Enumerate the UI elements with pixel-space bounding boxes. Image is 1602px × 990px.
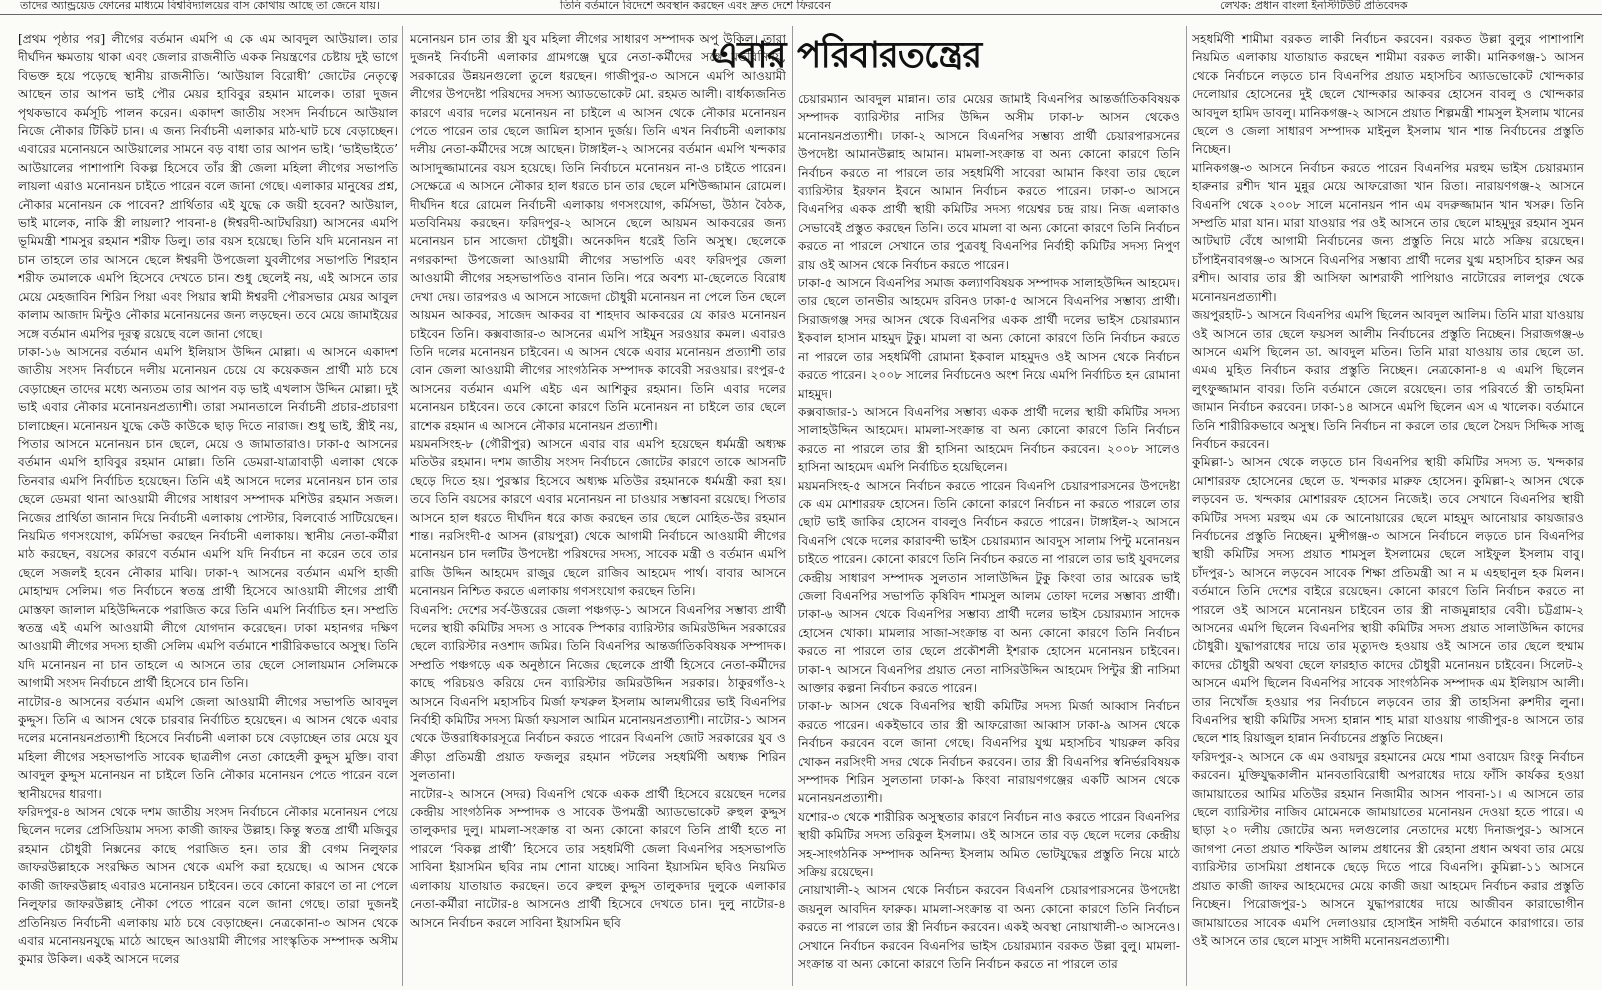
paragraph: যশোর-৩ থেকে শারীরিক অসুস্থতার কারণে নির্বাচন নাও করতে পারেন বিএনপির স্থায়ী কমিটির সদস্য তরিকুল ইসলাম। ওই আসনে তার বড় ছেলে দলের কেন্দ্রীয় সহ-সাংগঠনিক সম্পাদক অনিন্দ্য ইসলাম অমিত ভোটযুদ্ধের প্রস্তুতি নিয়ে মাঠে সক্রিয় রয়েছেন। [798,809,1180,880]
column-divider [402,26,403,986]
column-divider [792,26,793,986]
article-column-1 [18,30,398,980]
strip-text-middle: তিনি বর্তমানে বিদেশে অবস্থান করছেন এবং দ্রুত দেশে ফিরবেন [560,0,831,12]
paragraph: মানিকগঞ্জ-৩ আসনে নির্বাচন করতে পারেন বিএনপির মরহুম ভাইস চেয়ারম্যান হারুনার রশীদ খান মুন্নুর মেয়ে আফরোজা খান রিতা। নারায়ণগঞ্জ-২ আসনে বিএনপি থেকে ২০০৮ সালে মনোনয়ন পান এম বদরুজ্জামান খান খসরু। তিনি সম্প্রতি মারা যান। মারা যাওয়ার পর ওই আসনে তার ছেলে মাহমুদুর রহমান সুমন আটঘাট বেঁধে আগামী নির্বাচনের জন্য প্রস্তুতি নিয়ে মাঠে সক্রিয় রয়েছেন। চাঁপাইনবাবগঞ্জ-৩ আসনে বিএনপির সম্ভাব্য প্রার্থী দলের যুগ্ম মহাসচিব হারুন অর রশীদ। আবার তার স্ত্রী আসিফা আশরাফী পাপিয়াও নাটোরের লালপুর থেকে মনোনয়নপ্রত্যাশী। [1192,160,1584,304]
strip-text-left: তাদের অ্যান্ড্রয়েড ফোনের মাধ্যমে বিশ্ববিদ্যালয়ের বাস কোথায় আছে তা জেনে যায়। [20,0,380,12]
paragraph: ঢাকা-১৬ আসনের বর্তমান এমপি ইলিয়াস উদ্দিন মোল্লা। এ আসনে একাদশ জাতীয় সংসদ নির্বাচনে দলীয় মনোনয়ন চেয়ে যে কয়েকজন প্রার্থী মাঠ চষে বেড়াচ্ছেন তাদের মধ্যে অন্যতম তার আপন বড় ভাই এখলাস উদ্দিন মোল্লা। দুই ভাই এবার নৌকার মনোনয়নপ্রত্যাশী। তারা সমানতালে নির্বাচনী প্রচার-প্রচারণা চালাচ্ছেন। মনোনয়ন যুদ্ধে কেউ কাউকে ছাড় দিতে নারাজ। শুধু ভাই, স্ত্রীই নয়, পিতার আসনে মনোনয়ন চান ছেলে, মেয়ে ও জামাতারাও। ঢাকা-৫ আসনের বর্তমান এমপি হাবিবুর রহমান মোল্লা। তিনি ডেমরা-যাত্রাবাড়ী এলাকা থেকে তিনবার এমপি নির্বাচিত হয়েছেন। তিনি এই আসনে দলের মনোনয়ন চান তার ছেলে ডেমরা থানা আওয়ামী লীগের সাধারণ সম্পাদক মশিউর রহমান সজল। নিজের প্রার্থিতা জানান দিয়ে নির্বাচনী এলাকায় পোস্টার, বিলবোর্ড সাটিয়েছেন। নিয়মিত গণসংযোগ, কর্মিসভা করছেন নির্বাচনী এলাকায়। স্থানীয় নেতা-কর্মীরা মাঠ করছেন, বয়সের কারণে বর্তমান এমপি যদি নির্বাচন না করেন তবে তার ছেলে সজলই হবেন নৌকার মাঝি। ঢাকা-৭ আসনের বর্তমান এমপি হাজী মোহাম্মদ সেলিম। গত নির্বাচনে স্বতন্ত্র প্রার্থী হিসেবে আওয়ামী লীগের প্রার্থী মোস্তফা জালাল মহিউদ্দিনকে পরাজিত করে তিনি এমপি নির্বাচিত হন। সম্প্রতি স্বতন্ত্র এই এমপি আওয়ামী লীগে যোগদান করেছেন। ঢাকা মহানগর দক্ষিণ আওয়ামী লীগের সদস্য হাজী সেলিম এমপি বর্তমানে শারীরিকভাবে অসুস্থ। তিনি যদি মনোনয়ন না চান তাহলে এ আসনে তার ছেলে সোলায়মান সেলিমকে আগামী সংসদ নির্বাচনে প্রার্থী হিসেবে চান তিনি। [18,344,398,691]
paragraph: মনোনয়ন চান তার স্ত্রী যুব মহিলা লীগের সাধারণ সম্পাদক অপু উকিল। তারা দুজনই নির্বাচনী এলাকার গ্রামগঞ্জে ঘুরে নেতা-কর্মীদের সঙ্গে মতবিনিময়, সরকারের উন্নয়নগুলো তুলে ধরছেন। গাজীপুর-৩ আসনে এমপি আওয়ামী লীগের উপদেষ্টা পরিষদের সদস্য অ্যাডভোকেট মো. রহমত আলী। বার্ধক্যজনিত কারণে এবার দলের মনোনয়ন না চাইলে এ আসন থেকে নৌকার মনোনয়ন পেতে পারেন তার ছেলে জামিল হাসান দুর্জয়। তিনি এখন নির্বাচনী এলাকায় দলীয় নেতা-কর্মীদের সঙ্গে আছেন। টাঙ্গাইল-২ আসনের বর্তমান এমপি খন্দকার আসাদুজ্জামানের বয়স হয়েছে। তিনি নির্বাচনে মনোনয়ন না-ও চাইতে পারেন। সেক্ষেত্রে এ আসনে নৌকার হাল ধরতে চান তার ছেলে মশিউজ্জামান রোমেল। দীর্ঘদিন ধরে রোমেল নির্বাচনী এলাকায় গণসংযোগ, কর্মিসভা, উঠান বৈঠক, মতবিনিময় করছেন। ফরিদপুর-২ আসনে ছেলে আয়মন আকবরের জন্য মনোনয়ন চান সাজেদা চৌধুরী। অনেকদিন ধরেই তিনি অসুস্থ। ছেলেকে নগরকান্দা উপজেলা আওয়ামী লীগের সভাপতি এবং ফরিদপুর জেলা আওয়ামী লীগের সহসভাপতিও বানান তিনি। পরে অবশ্য মা-ছেলেতে বিরোধ দেখা দেয়। তারপরও এ আসনে সাজেদা চৌধুরী মনোনয়ন না পেলে তিন ছেলে আয়মন আকবর, সাজেদ আকবর বা শাহদাব আকবরের যে কারও মনোনয়ন চাইবেন তিনি। কক্সবাজার-৩ আসনের এমপি সাইমুন সরওয়ার কমল। এবারও তিনি দলের মনোনয়ন চাইবেন। এ আসন থেকে এবার মনোনয়ন প্রত্যাশী তার বোন জেলা আওয়ামী লীগের সাংগঠনিক সম্পাদক কাবেরী সরওয়ার। রংপুর-৫ আসনের বর্তমান এমপি এইচ এন আশিকুর রহমান। তিনি এবার দলের মনোনয়ন চাইবেন। তবে কোনো কারণে তিনি মনোনয়ন না চাইলে তার ছেলে রাশেক রহমান এ আসনে নৌকার মনোনয়ন প্রত্যাশী। [410,32,786,433]
paragraph: ঢাকা-৫ আসনে বিএনপির সমাজ কল্যাণবিষয়ক সম্পাদক সালাহউদ্দিন আহমেদ। তার ছেলে তানভীর আহমেদ রবিনও ঢাকা-৫ আসনে বিএনপির সম্ভাব্য প্রার্থী। সিরাজগঞ্জ সদর আসন থেকে বিএনপির একক প্রার্থী দলের ভাইস চেয়ারম্যান ইকবাল হাসান মাহমুদ টুকু। মামলা বা অন্য কোনো কারণে তিনি নির্বাচন করতে না পারলে তার সহধর্মিণী রোমানা ইকবাল মাহমুদও ওই আসন থেকে নির্বাচন করতে পারেন। ২০০৮ সালের নির্বাচনেও অংশ নিয়ে এমপি নির্বাচিত হন রোমানা মাহমুদ। [798,276,1180,401]
paragraph: ফরিদপুর-২ আসনে কে এম ওবায়দুর রহমানের মেয়ে শামা ওবায়েদ রিংকু নির্বাচন করবেন। মুক্তিযুদ্ধকালীন মানবতাবিরোধী অপরাধের দায়ে ফাঁসি কার্যকর হওয়া জামায়াতের আমির মতিউর রহমান নিজামীর আসন পাবনা-১। এ আসনে তার ছেলে ব্যারিস্টার নাজিব মোমেনকে জামায়াতের মনোনয়ন দেওয়া হতে পারে। এ ছাড়া ২০ দলীয় জোটের অন্য দলগুলোর নেতাদের মধ্যে দিনাজপুর-১ আসনে জাগপা নেতা প্রয়াত শফিউল আলম প্রধানের স্ত্রী রেহানা প্রধান অথবা তার মেয়ে ব্যারিস্টার তাসমিয়া প্রধানকে ছেড়ে দিতে পারে বিএনপি। কুমিল্লা-১১ আসনে প্রয়াত কাজী জাফর আহমেদের মেয়ে কাজী জয়া আহমেদ নির্বাচন করার প্রস্তুতি নিচ্ছেন। পিরোজপুর-১ আসনে যুদ্ধাপরাধের দায়ে আজীবন কারাভোগীন জামায়াতের সাবেক এমপি দেলাওয়ার হোসাইন সাঈদী বর্তমানে কারাগারে। তার ওই আসনে তার ছেলে মাসুদ সাঈদী মনোনয়নপ্রত্যাশী। [1192,749,1584,948]
article-column-3 [798,90,1180,980]
strip-text-right: লেখক: প্রধান বাংলা ইনস্টিটিউট প্রতিবেদক [1220,0,1408,12]
paragraph: জয়পুরহাট-১ আসনে বিএনপির এমপি ছিলেন আবদুল আলিম। তিনি মারা যাওয়ায় ওই আসনে তার ছেলে ফয়সল আলীম নির্বাচনের প্রস্তুতি নিচ্ছেন। সিরাজগঞ্জ-৬ আসনে এমপি ছিলেন ডা. আবদুল মতিন। তিনি মারা যাওয়ায় তার ছেলে ডা. এমএ মুহিত নির্বাচন করার প্রস্তুতি নিচ্ছেন। নেত্রকোনা-৪ এ এমপি ছিলেন লুৎফুজ্জামান বাবর। তিনি বর্তমানে জেলে রয়েছেন। তার পরিবর্তে স্ত্রী তাহমিনা জামান নির্বাচন করবেন। ঢাকা-১৪ আসনে এমপি ছিলেন এস এ খালেক। বর্তমানে তিনি শারীরিকভাবে অসুস্থ। তিনি নির্বাচন না করলে তার ছেলে সৈয়দ সিদ্দিক সাজু নির্বাচন করবেন। [1192,308,1584,451]
paragraph: কুমিল্লা-১ আসন থেকে লড়তে চান বিএনপির স্থায়ী কমিটির সদস্য ড. খন্দকার মোশাররফ হোসেনের ছেলে ড. খন্দকার মারুফ হোসেন। কুমিল্লা-২ আসন থেকে লড়বেন ড. খন্দকার মোশাররফ হোসেন নিজেই। তবে সেখানে বিএনপির স্থায়ী কমিটির সদস্য মরহুম এম কে আনোয়ারের ছেলে মাহমুদ আনোয়ার কায়জারও নির্বাচনের প্রস্তুতি নিচ্ছেন। মুন্সীগঞ্জ-৩ আসনে নির্বাচনে লড়তে চান বিএনপির স্থায়ী কমিটির সদস্য প্রয়াত শামসুল ইসলামের ছেলে সাইফুল ইসলাম বাবু। চাঁদপুর-১ আসনে লড়বেন সাবেক শিক্ষা প্রতিমন্ত্রী আ ন ম এহছানুল হক মিলন। বর্তমানে তিনি দেশের বাইরে রয়েছেন। কোনো কারণে তিনি নির্বাচন করতে না পারলে ওই আসনে মনোনয়ন চাইবেন তার স্ত্রী নাজমুন্নাহার বেবী। চট্টগ্রাম-২ আসনের এমপি ছিলেন বিএনপির স্থায়ী কমিটির সদস্য প্রয়াত সালাউদ্দিন কাদের চৌধুরী। যুদ্ধাপরাধের দায়ে তার মৃত্যুদণ্ড হওয়ায় ওই আসনে তার ছেলে হুম্মাম কাদের চৌধুরী অথবা ছেলে ফারহাত কাদের চৌধুরী মনোনয়ন চাইবেন। সিলেট-২ আসনে এমপি ছিলেন বিএনপির সাবেক সাংগঠনিক সম্পাদক এম ইলিয়াস আলী। তার নিখোঁজ হওয়ার পর নির্বাচনে লড়বেন তার স্ত্রী তাহসিনা রুশদীর লুনা। বিএনপির স্থায়ী কমিটির সদস্য হান্নান শাহ মারা যাওয়ায় গাজীপুর-৪ আসনে তার ছেলে শাহ রিয়াজুল হান্নান নির্বাচনের প্রস্তুতি নিচ্ছেন। [1192,455,1584,746]
column-divider [1186,26,1187,986]
previous-article-strip [0,0,1602,15]
article-column-2 [410,30,786,980]
paragraph: নাটোর-৪ আসনের বর্তমান এমপি জেলা আওয়ামী লীগের সভাপতি আবদুল কুদ্দুস। তিনি এ আসন থেকে চারবার নির্বাচিত হয়েছেন। এ আসন থেকে এবার দলের মনোনয়নপ্রত্যাশী হিসেবে নির্বাচনী এলাকা চষে বেড়াচ্ছেন তার মেয়ে যুব মহিলা লীগের সহসভাপতি সাবেক ছাত্রলীগ নেতা কোহেলী কুদ্দুস মুক্তি। বাবা আবদুল কুদ্দুস মনোনয়ন না চাইলে তিনি নৌকার মনোনয়ন পেতে পারেন বলে স্থানীয়দের ধারণা। [18,694,398,801]
paragraph: সহধর্মিণী শামীমা বরকত লাকী নির্বাচন করবেন। বরকত উল্লা বুলুর পাশাপাশি নিয়মিত এলাকায় যাতায়াত করছেন শামীমা বরকত লাকী। মানিকগঞ্জ-১ আসন থেকে নির্বাচনে লড়তে চান বিএনপির প্রয়াত মহাসচিব অ্যাডভোকেট খোন্দকার দেলোয়ার হোসেনের দুই ছেলে খোন্দকার আকবর হোসেন বাবলু ও খোন্দকার আবদুল হামিদ ডাবলু। মানিকগঞ্জ-২ আসনে প্রয়াত শিল্পমন্ত্রী শামসুল ইসলাম খানের ছেলে ও জেলা সাধারণ সম্পাদক মাইনুল ইসলাম খান শান্ত নির্বাচনের প্রস্তুতি নিচ্ছেন। [1192,32,1584,157]
paragraph: ময়মনসিংহ-৫ আসনে নির্বাচন করতে পারেন বিএনপি চেয়ারপারসনের উপদেষ্টা কে এম মোশাররফ হোসেন। তিনি কোনো কারণে নির্বাচন না করতে পারলে তার ছোট ভাই জাকির হোসেন বাবলুও নির্বাচন করতে পারেন। টাঙ্গাইল-২ আসনে বিএনপি থেকে দলের কারাবন্দী ভাইস চেয়ারম্যান আবদুস সালাম পিন্টু মনোনয়ন চাইতে পারেন। কোনো কারণে তিনি নির্বাচন করতে না পারলে তার ভাই যুবদলের কেন্দ্রীয় সাধারণ সম্পাদক সুলতান সালাউদ্দিন টুকু কিংবা তার আরেক ভাই জেলা বিএনপির সভাপতি কৃষিবিদ শামসুল আলম তোফা দলের সম্ভাব্য প্রার্থী। ঢাকা-৬ আসন থেকে বিএনপির সম্ভাব্য প্রার্থী দলের ভাইস চেয়ারম্যান সাদেক হোসেন খোকা। মামলার সাজা-সংক্রান্ত বা অন্য কোনো কারণে তিনি নির্বাচন করতে না পারলে তার ছেলে প্রকৌশলী ইশরাক হোসেন মনোনয়ন চাইবেন। ঢাকা-৭ আসনে বিএনপির প্রয়াত নেতা নাসিরউদ্দিন আহমেদ পিন্টুর স্ত্রী নাসিমা আক্তার কল্পনা নির্বাচন করতে পারেন। [798,478,1180,695]
paragraph: ময়মনসিংহ-৮ (গৌরীপুর) আসনে এবার বার এমপি হয়েছেন ধর্মমন্ত্রী অধ্যক্ষ মতিউর রহমান। দশম জাতীয় সংসদ নির্বাচনে জোটের কারণে তাকে আসনটি ছেড়ে দিতে হয়। পুরস্কার হিসেবে অধ্যক্ষ মতিউর রহমানকে ধর্মমন্ত্রী করা হয়। তবে তিনি বয়সের কারণে এবার মনোনয়ন না চাওয়ার সম্ভাবনা রয়েছে। পিতার আসনে হাল ধরতে দীর্ঘদিন ধরে কাজ করছেন তার ছেলে মোহিত-উর রহমান শান্ত। নরসিংদী-৫ আসন (রায়পুরা) থেকে আগামী নির্বাচনে আওয়ামী লীগের মনোনয়ন চান দলটির উপদেষ্টা পরিষদের সদস্য, সাবেক মন্ত্রী ও বর্তমান এমপি রাজি উদ্দিন আহমেদ রাজুর ছেলে রাজিব আহমেদ পার্থ। বাবার আসনে মনোনয়ন নিশ্চিত করতে এলাকায় গণসংযোগ করছেন তিনি। [410,436,786,599]
article-column-4 [1192,30,1584,980]
paragraph: চেয়ারম্যান আবদুল মান্নান। তার মেয়ের জামাই বিএনপির আন্তর্জাতিকবিষয়ক সম্পাদক ব্যারিস্টার নাসির উদ্দিন অসীম ঢাকা-৮ আসন থেকেও মনোনয়নপ্রত্যাশী। ঢাকা-২ আসনে বিএনপির সম্ভাব্য প্রার্থী চেয়ারপারসনের উপদেষ্টা আমানউল্লাহ আমান। মামলা-সংক্রান্ত বা অন্য কোনো কারণে তিনি নির্বাচন করতে না পারলে তার সহধর্মিণী সাবেরা আমান কিংবা তার ছেলে ব্যারিস্টার ইরফান ইবনে আমান নির্বাচন করতে পারেন। ঢাকা-৩ আসনে বিএনপির একক প্রার্থী স্থায়ী কমিটির সদস্য গয়েশ্বর চন্দ্র রায়। নিজ এলাকাও সেভাবেই প্রস্তুত করছেন তিনি। তবে মামলা বা অন্য কোনো কারণে তিনি নির্বাচন করতে না পারলে সেখানে তার পুত্রবধূ বিএনপির নির্বাহী কমিটির সদস্য নিপুণ রায় ওই আসন থেকে নির্বাচন করতে পারেন। [798,92,1180,272]
paragraph: নোয়াখালী-২ আসন থেকে নির্বাচন করবেন বিএনপি চেয়ারপারসনের উপদেষ্টা জয়নুল আবদিন ফারুক। মামলা-সংক্রান্ত বা অন্য কোনো কারণে তিনি নির্বাচন করতে না পারলে তার স্ত্রী নির্বাচন করবেন। একই অবস্থা নোয়াখালী-৩ আসনেও। সেখানে নির্বাচন করবেন বিএনপির ভাইস চেয়ারম্যান বরকত উল্লা বুলু। মামলা-সংক্রান্ত বা অন্য কোনো কারণে তিনি নির্বাচন করতে না পারলে তার [798,883,1180,972]
paragraph: ঢাকা-৮ আসন থেকে বিএনপির স্থায়ী কমিটির সদস্য মির্জা আব্বাস নির্বাচন করতে পারেন। একইভাবে তার স্ত্রী আফরোজা আব্বাস ঢাকা-৯ আসন থেকে নির্বাচন করবেন বলে জানা গেছে। বিএনপির যুগ্ম মহাসচিব খায়রুল কবির খোকন নরসিংদী সদর থেকে নির্বাচন করবেন। তার স্ত্রী বিএনপির স্বনির্ভরবিষয়ক সম্পাদক শিরিন সুলতানা ঢাকা-৯ কিংবা নারায়ণগঞ্জের একটি আসন থেকে মনোনয়নপ্রত্যাশী। [798,699,1180,806]
paragraph: ফরিদপুর-৪ আসন থেকে দশম জাতীয় সংসদ নির্বাচনে নৌকার মনোনয়ন পেয়ে ছিলেন দলের প্রেসিডিয়াম সদস্য কাজী জাফর উল্লাহ। কিন্তু স্বতন্ত্র প্রার্থী মজিবুর রহমান চৌধুরী নিক্সনের কাছে পরাজিত হন। তার স্ত্রী বেগম নিলুফার জাফরউল্লাহকে সংরক্ষিত আসন থেকে এমপি করা হয়েছে। এ আসন থেকে কাজী জাফরউল্লাহ এবারও মনোনয়ন চাইবেন। তবে কোনো কারণে তা না পেলে নিলুফার জাফরউল্লাহ নৌকা পেতে পারেন বলে জানা গেছে। তারা দুজনই প্রতিনিয়ত নির্বাচনী এলাকায় মাঠ চষে বেড়াচ্ছেন। নেত্রকোনা-৩ আসন থেকে এবার মনোনয়নযুদ্ধে মাঠে আছেন আওয়ামী লীগের সাংস্কৃতিক সম্পাদক অসীম কুমার উকিল। একই আসনে দলের [18,805,398,967]
paragraph-bnp: বিএনপি: দেশের সর্ব-উত্তরের জেলা পঞ্চগড়-১ আসনে বিএনপির সম্ভাব্য প্রার্থী দলের স্থায়ী কমিটির সদস্য ও সাবেক স্পিকার ব্যারিস্টার জমিরউদ্দিন সরকারের ছেলে ব্যারিস্টার নওশাদ জমির। তিনি বিএনপির আন্তর্জাতিকবিষয়ক সম্পাদক। সম্প্রতি পঞ্চগড়ে এক অনুষ্ঠানে নিজের ছেলেকে প্রার্থী হিসেবে নেতা-কর্মীদের কাছে পরিচয়ও করিয়ে দেন ব্যারিস্টার জমিরউদ্দিন সরকার। ঠাকুরগাঁও-২ আসনে বিএনপি মহাসচিব মির্জা ফখরুল ইসলাম আলমগীরের ভাই বিএনপির নির্বাহী কমিটির সদস্য মির্জা ফয়সাল আমিন মনোনয়নপ্রত্যাশী। নাটোর-১ আসন থেকে উত্তরাধিকারসূত্রে নির্বাচন করতে পারেন বিএনপি জোট সরকারের যুব ও ক্রীড়া প্রতিমন্ত্রী প্রয়াত ফজলুর রহমান পটলের সহধর্মিণী অধ্যক্ষ শিরিন সুলতানা। [410,602,786,783]
paragraph: নাটোর-২ আসনে (সদর) বিএনপি থেকে একক প্রার্থী হিসেবে রয়েছেন দলের কেন্দ্রীয় সাংগঠনিক সম্পাদক ও সাবেক উপমন্ত্রী অ্যাডভোকেট রুহুল কুদ্দুস তালুকদার দুলু। মামলা-সংক্রান্ত বা অন্য কোনো কারণে তিনি প্রার্থী হতে না পারলে ‘বিকল্প প্রার্থী’ হিসেবে তার সহধর্মিণী জেলা বিএনপির সহসভাপতি সাবিনা ইয়াসমিন ছবির নাম শোনা যাচ্ছে। সাবিনা ইয়াসমিন ছবিও নিয়মিত এলাকায় যাতায়াত করছেন। তবে রুহুল কুদ্দুস তালুকদার দুলুকে এলাকার নেতা-কর্মীরা নাটোর-৪ আসনেও প্রার্থী হিসেবে দেখতে চান। দুলু নাটোর-৪ আসনে নির্বাচন করলে সাবিনা ইয়াসমিন ছবি [410,786,786,930]
article-headline: এবার পরিবারতন্ত্রের [710,35,982,76]
paragraph: [প্রথম পৃষ্ঠার পর] লীগের বর্তমান এমপি এ কে এম আবদুল আউয়াল। তার দীর্ঘদিন ক্ষমতায় থাকা এবং জেলার রাজনীতি একক নিয়ন্ত্রণের চেষ্টায় দুই ভাগে বিভক্ত হয়ে পড়েছে স্থানীয় রাজনীতি। ‘আউয়াল বিরোধী’ জোটের নেতৃত্বে আছেন তার আপন ভাই পৌর মেয়র হাবিবুর রহমান মালেক। তারা দুজন পৃথকভাবে কর্মসূচি পালন করেন। একাদশ জাতীয় সংসদ নির্বাচনে আউয়াল নিজে নৌকার টিকিট চান। এ জন্য নির্বাচনী এলাকার মাঠ-ঘাট চষে বেড়াচ্ছেন। এবারের মনোনয়নে আউয়ালের সামনে বড় বাধা তার আপন ভাই। ‘ভাইভাইতে’ আউয়ালের পাশাপাশি বিকল্প হিসেবে তাঁর স্ত্রী জেলা মহিলা লীগের সভাপতি লায়লা এরাও মনোনয়ন চাইতে পারেন বলে জানা গেছে। এলাকার মানুষের প্রশ্ন, নৌকার মনোনয়ন কে পাবেন? প্রার্থিতার এই যুদ্ধে কে জয়ী হবেন? আউয়াল, ভাই মালেক, নাকি স্ত্রী লায়লা? পাবনা-৪ (ঈশ্বরদী-আটঘরিয়া) আসনের এমপি ভূমিমন্ত্রী শামসুর রহমান শরীফ ডিলু। তার বয়স হয়েছে। তিনি যদি মনোনয়ন না চান তাহলে তার আসনে ছেলে ঈশ্বরদী উপজেলা যুবলীগের সভাপতি শিরহান শরীফ তমালকে এমপি হিসেবে দেখতে চান। শুধু ছেলেই নয়, এই আসনে তার মেয়ে মেহজাবিন শিরিন পিয়া এবং পিয়ার স্বামী ঈশ্বরদী পৌরসভার মেয়র আবুল কালাম আজাদ মিন্টুও নৌকার মনোনয়নের জন্য লড়ছেন। তবে মেয়ে জামাইয়ের সঙ্গে বর্তমান এমপির দূরত্ব রয়েছে বলে জানা গেছে। [18,32,398,341]
paragraph: কক্সবাজার-১ আসনে বিএনপির সম্ভাব্য একক প্রার্থী দলের স্থায়ী কমিটির সদস্য সালাহউদ্দিন আহমেদ। মামলা-সংক্রান্ত বা অন্য কোনো কারণে তিনি নির্বাচন করতে না পারলে তার স্ত্রী হাসিনা আহমেদ নির্বাচন করবেন। ২০০৮ সালেও হাসিনা আহমেদ এমপি নির্বাচিত হয়েছিলেন। [798,404,1180,475]
